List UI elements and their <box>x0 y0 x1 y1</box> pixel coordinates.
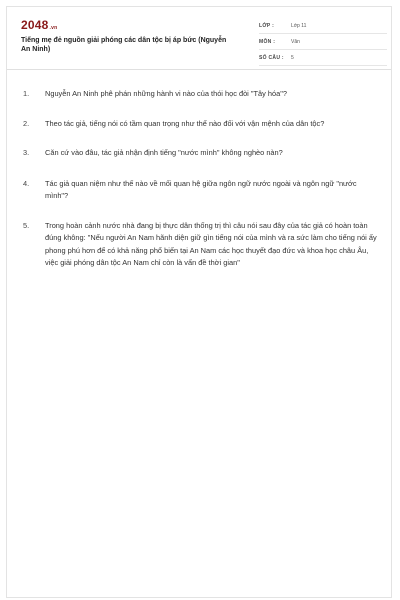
worksheet-title: Tiếng mẹ đẻ nguồn giải phóng các dân tộc bị áp bức (Nguyễn An Ninh) <box>21 37 227 53</box>
worksheet-header <box>7 7 391 70</box>
worksheet-meta <box>259 21 387 69</box>
logo-suffix: .vn <box>49 25 58 31</box>
question-text: Nguyễn An Ninh phê phán những hành vi nào của thói học đòi "Tây hóa"? <box>45 89 287 98</box>
question-text: Trong hoàn cảnh nước nhà đang bị thực dân thống trị thì câu nói sau đây của tác giả có hoàn toàn đúng không: "Nếu người An Nam hãnh diện giữ gìn tiếng nói của mình và ra sức làm cho tiếng nói ấy phong phú hơn để có khả năng phổ biến tại An Nam các học thuyết đạo đức và khoa học châu Âu, việc giải phóng dân tộc An Nam chỉ còn là vấn đề thời gian" <box>45 220 377 267</box>
question-number: 3. <box>23 148 30 157</box>
meta-label: MÔN : <box>259 39 276 45</box>
meta-value: 5 <box>291 55 294 61</box>
question-number: 5. <box>23 220 30 230</box>
question-number: 1. <box>23 89 30 98</box>
question-text: Tác giả quan niệm như thế nào về mối quan hệ giữa ngôn ngữ nước ngoài và ngôn ngữ "nước mình"? <box>45 178 357 200</box>
logo-text: 2048 <box>21 18 49 32</box>
question-list <box>23 88 379 270</box>
question-item <box>23 118 379 131</box>
question-item <box>23 88 379 101</box>
question-item <box>23 178 379 203</box>
meta-row-class <box>259 21 387 34</box>
meta-label: SỐ CÂU : <box>259 55 284 61</box>
question-text: Căn cứ vào đâu, tác giả nhận định tiếng "nước mình" không nghèo nàn? <box>45 148 283 157</box>
question-number: 2. <box>23 118 30 128</box>
meta-row-question-count <box>259 53 387 66</box>
question-text: Theo tác giả, tiếng nói có tầm quan trọng như thế nào đối với vận mệnh của dân tộc? <box>45 118 325 128</box>
meta-row-subject <box>259 37 387 50</box>
question-item <box>23 220 379 270</box>
meta-value: Văn <box>291 39 300 45</box>
meta-label: LỚP : <box>259 23 275 29</box>
worksheet-page <box>6 6 392 598</box>
site-logo[interactable] <box>21 18 57 32</box>
question-item <box>23 147 379 160</box>
meta-value: Lớp 11 <box>291 23 307 29</box>
question-number: 4. <box>23 178 30 188</box>
